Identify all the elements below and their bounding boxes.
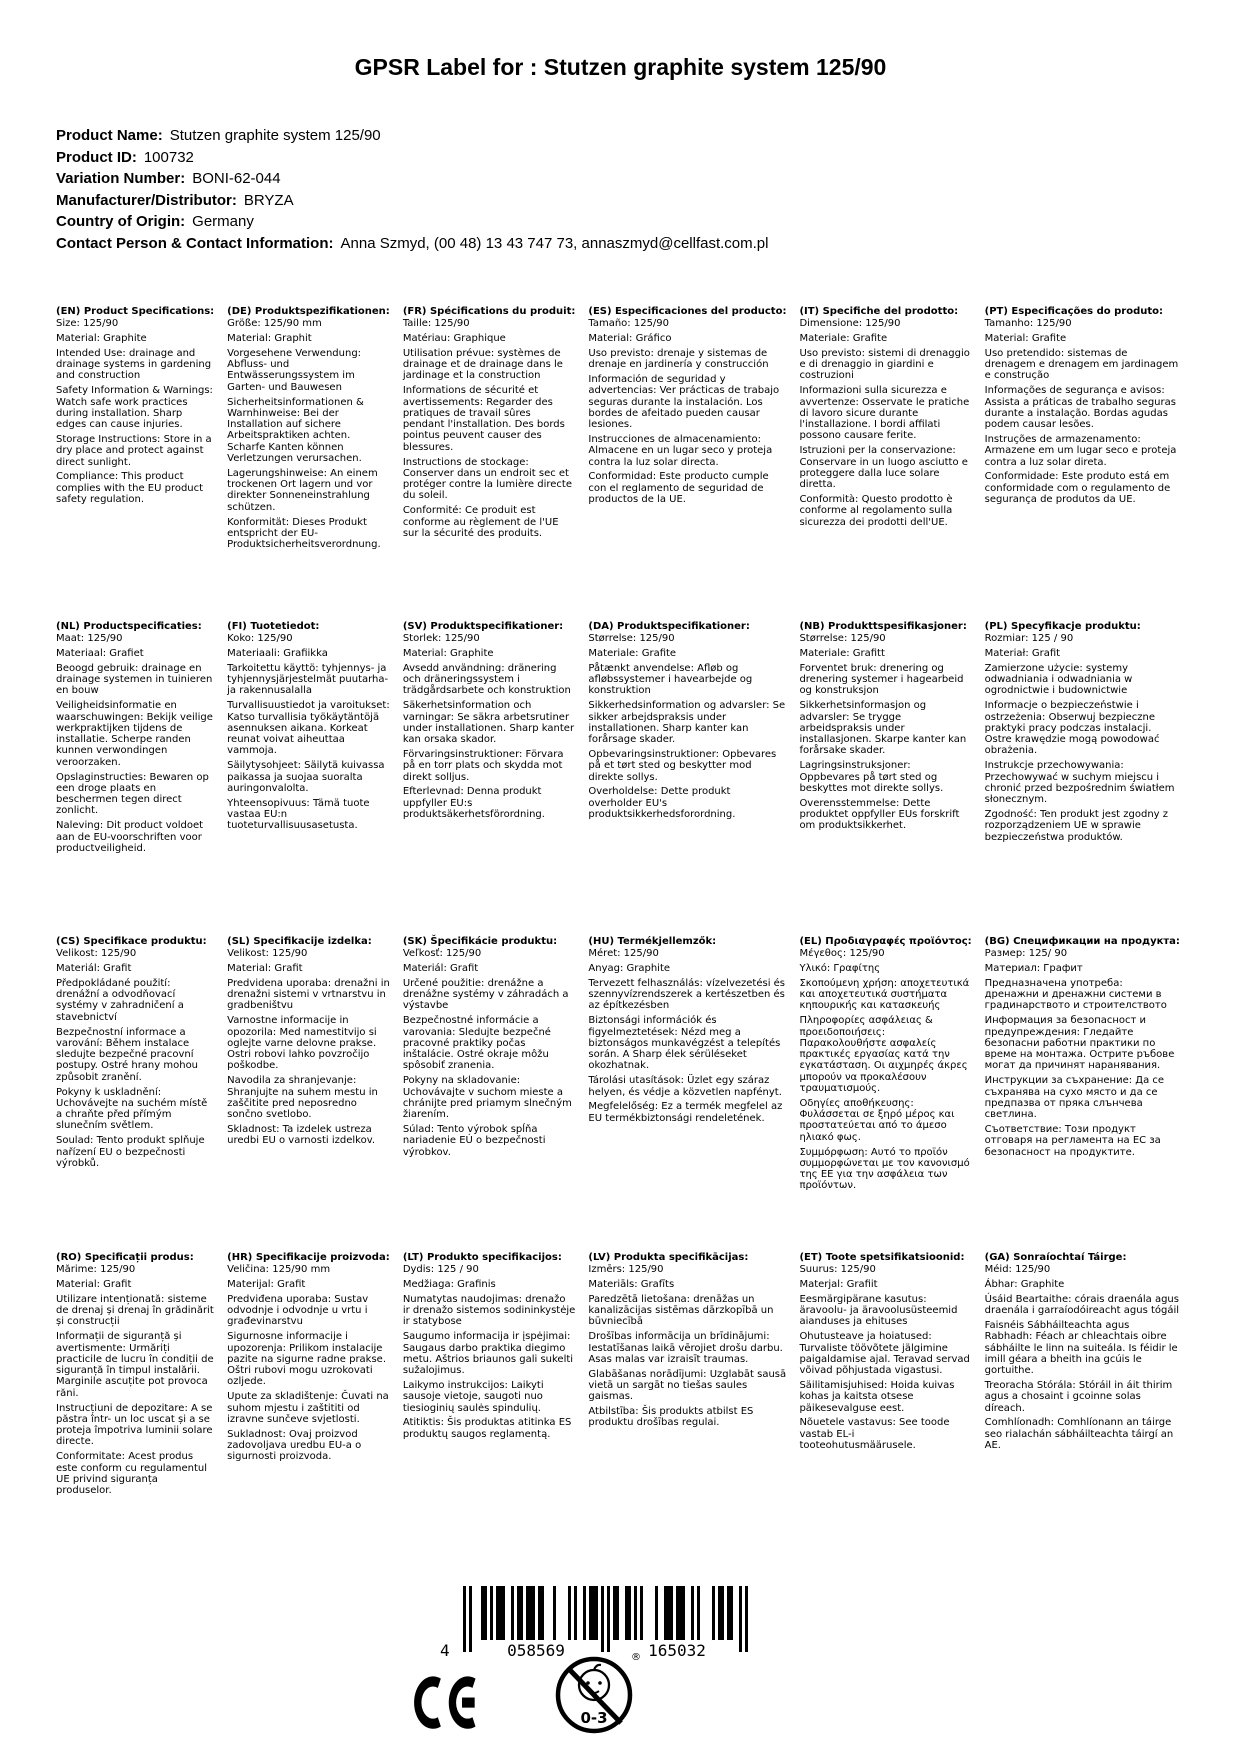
language-spec-block	[985, 936, 1180, 1252]
spec-paragraph: Material: Graphit	[227, 333, 312, 345]
ce-mark-icon	[406, 1675, 482, 1736]
spec-paragraph: Предназначена употреба: дренажни и дренажни системи в градинарството и строителството	[984, 977, 1167, 1012]
spec-paragraph: Instrucțiuni de depozitare: A se păstra într- un loc uscat și a se proteja împotriva luminii solare directe.	[56, 1402, 213, 1448]
language-spec-header: (DE) Produktspezifikationen:	[227, 306, 390, 317]
spec-paragraph: Faisnéis Sábháilteachta agus Rabhadh: Féach ar chleachtais oibre sábháilte le linn na suiteála. Is féidir le imill géara a bheith ina gcúis le gortuithe.	[984, 1319, 1178, 1377]
spec-paragraph: Материал: Графит	[984, 963, 1083, 975]
product-info-label: Product Name:	[56, 127, 163, 144]
spec-paragraph: Conformitate: Acest produs este conform cu regulamentul UE privind siguranța produselor.	[56, 1451, 207, 1497]
language-spec-block	[403, 621, 576, 936]
language-spec-paragraphs	[588, 948, 786, 1124]
spec-paragraph: Οδηγίες αποθήκευσης: Φυλάσσεται σε ξηρό μέρος και προστατεύεται από το άμεσο ηλιακό φως.	[799, 1097, 955, 1143]
spec-paragraph: Størrelse: 125/90	[588, 633, 675, 645]
language-spec-header: (SV) Produktspecifikationer:	[402, 621, 564, 632]
spec-paragraph: Méret: 125/90	[588, 948, 659, 960]
language-spec-paragraphs	[403, 633, 576, 820]
spec-paragraph: Dydis: 125 / 90	[402, 1264, 479, 1276]
spec-paragraph: Ohutusteave ja hoiatused: Turvaliste töövõtete jälgimine paigaldamise ajal. Teravad servad võivad põhjustada vigastusi.	[799, 1331, 970, 1377]
spec-paragraph: Rozmiar: 125 / 90	[984, 633, 1074, 645]
page-title: GPSR Label for : Stutzen graphite system 125/90	[354, 54, 887, 80]
language-spec-block	[403, 1252, 576, 1496]
spec-paragraph: Naleving: Dit product voldoet aan de EU-voorschriften voor productveiligheid.	[56, 820, 204, 854]
spec-paragraph: Laikymo instrukcijos: Laikyti sausoje vietoje, saugoti nuo tiesioginių saulės spindulių.	[402, 1379, 544, 1414]
language-spec-block	[799, 621, 971, 936]
spec-paragraph: Předpokládané použití: drenážní a odvodňovací systémy v zahradničení a stavebnictví	[56, 977, 184, 1023]
product-info-row	[56, 125, 1241, 147]
spec-paragraph: Materjal: Grafiit	[799, 1279, 878, 1291]
spec-paragraph: Conformité: Ce produit est conforme au règlement de l'UE sur la sécurité des produits.	[402, 505, 559, 539]
spec-paragraph: Compliance: This product complies with the EU product safety regulation.	[56, 471, 204, 505]
spec-paragraph: Velikost: 125/90	[227, 948, 308, 960]
language-spec-header: (ES) Especificaciones del producto:	[588, 306, 787, 317]
spec-paragraph: Treoracha Stórála: Stóráil in áit thirim agus a chosaint i gcoinne solas díreach.	[984, 1379, 1173, 1414]
spec-paragraph: Overholdelse: Dette produkt overholder EU's produktsikkerhedsforordning.	[588, 786, 736, 820]
spec-paragraph: Instrukcje przechowywania: Przechowywać w suchym miejscu i chronić przed bezpośrednim światłem słonecznym.	[984, 760, 1175, 806]
spec-paragraph: Izmērs: 125/90	[588, 1264, 664, 1276]
spec-paragraph: Utilizare intenționată: sisteme de drenaj și drenaj în grădinărit și construcții	[56, 1293, 214, 1328]
spec-paragraph: Soulad: Tento produkt splňuje nařízení EU o bezpečnosti výrobků.	[56, 1135, 205, 1169]
spec-paragraph: Materiál: Grafit	[402, 963, 479, 975]
spec-paragraph: Instructions de stockage: Conserver dans un endroit sec et protéger contre la lumière directe du soleil.	[402, 456, 572, 502]
product-info-value: BRYZA	[243, 191, 294, 209]
spec-paragraph: Materijal: Grafit	[227, 1279, 306, 1291]
barcode-group1-digits: 058569	[507, 1641, 565, 1660]
spec-paragraph: Material: Grafit	[227, 963, 303, 975]
spec-paragraph: Sicherheitsinformationen & Warnhinweise: Bei der Installation auf sichere Arbeitspraktiken achten. Scharfe Kanten können Verletzungen verursachen.	[227, 396, 364, 465]
language-spec-paragraphs	[985, 1264, 1180, 1451]
spec-paragraph: Bezpečnostní informace a varování: Během instalace sledujte bezpečné pracovní postupy. Ostré hrany mohou způsobit zranění.	[56, 1026, 199, 1083]
language-grid	[56, 306, 1180, 1497]
spec-paragraph: Intended Use: drainage and drainage systems in gardening and construction	[56, 347, 212, 382]
spec-paragraph: Navodila za shranjevanje: Shranjujte na suhem mestu in zaščitite pred neposredno sončno svetlobo.	[227, 1075, 378, 1121]
product-info-value: BONI-62-044	[192, 170, 281, 187]
language-spec-header: (PT) Especificações do produto:	[984, 306, 1163, 317]
spec-paragraph: Tervezett felhasználás: vízelvezetési és szennyvízrendszerek a kertészetben és az építkezésben	[588, 977, 786, 1012]
spec-paragraph: Πληροφορίες ασφάλειας & προειδοποιήσεις: Παρακολουθήστε ασφαλείς πρακτικές εργασίας κατά την εγκατάσταση. Οι αιχμηρές άκρες μπορούν να προκαλέσουν τραυματισμούς.	[799, 1015, 968, 1095]
spec-paragraph: Taille: 125/90	[402, 318, 470, 330]
language-spec-header: (NB) Produkttspesifikasjoner:	[799, 621, 967, 632]
language-spec-header: (LT) Produkto specifikacijos:	[402, 1252, 562, 1263]
spec-paragraph: Materiaali: Grafiikka	[227, 648, 328, 660]
spec-paragraph: Σκοπούμενη χρήση: αποχετευτικά και αποχετευτικά συστήματα κηπουρικής και κατασκευής	[799, 977, 970, 1012]
spec-paragraph: Material: Graphite	[56, 333, 147, 345]
product-info-label: Contact Person & Contact Information:	[56, 234, 334, 252]
age-range-label: 0-3	[580, 1709, 608, 1727]
language-spec-paragraphs	[403, 1264, 576, 1440]
language-spec-block	[588, 1252, 786, 1496]
spec-paragraph: Určené použitie: drenážne a drenážne systémy v záhradách a výstavbe	[402, 977, 569, 1012]
product-info-label: Country of Origin:	[56, 213, 186, 230]
spec-paragraph: Veiligheidsinformatie en waarschuwingen: Bekijk veilige werkpraktijken tijdens de installatie. Scherpe randen kunnen verwondingen veroorzaken.	[56, 700, 213, 768]
language-spec-header: (HR) Specifikacije proizvoda:	[227, 1252, 390, 1263]
spec-paragraph: Uso previsto: drenaje y sistemas de drenaje en jardinería y construcción	[588, 347, 769, 371]
product-info-row	[56, 190, 1241, 212]
spec-paragraph: Megfelelőség: Ez a termék megfelel az EU termékbiztonsági rendeletének.	[588, 1101, 783, 1124]
spec-paragraph: Material: Grafit	[56, 1279, 132, 1291]
language-spec-header: (FI) Tuotetiedot:	[227, 621, 320, 632]
spec-paragraph: Maat: 125/90	[56, 633, 123, 645]
spec-paragraph: Conformidad: Este producto cumple con el reglamento de seguridad de productos de la UE.	[588, 471, 769, 505]
language-spec-block	[227, 936, 390, 1252]
spec-paragraph: Upute za skladištenje: Čuvati na suhom mjestu i zaštititi od izravne sunčeve svjetlosti.	[227, 1391, 389, 1425]
language-spec-block	[56, 621, 214, 936]
spec-paragraph: Pokyny k uskladnění: Uchovávejte na suchém místě a chraňte před přímým slunečním světlem.	[56, 1086, 208, 1132]
product-info	[56, 125, 1241, 254]
spec-paragraph: Informações de segurança e avisos: Assista a práticas de trabalho seguras durante a instalação. Bordas agudas podem causar lesões.	[984, 385, 1176, 431]
spec-paragraph: Istruzioni per la conservazione: Conservare in un luogo asciutto e proteggere dalla luce solare diretta.	[799, 445, 968, 491]
spec-paragraph: Anyag: Graphite	[588, 963, 671, 975]
spec-paragraph: Materiale: Grafitt	[799, 648, 885, 660]
product-info-value: 100732	[143, 148, 194, 166]
language-spec-paragraphs	[588, 318, 786, 505]
product-info-value: Germany	[192, 213, 254, 230]
language-spec-paragraphs	[799, 318, 971, 528]
language-spec-header: (NL) Productspecificaties:	[56, 621, 202, 632]
spec-paragraph: Μέγεθος: 125/90	[799, 948, 885, 960]
language-spec-paragraphs	[588, 1264, 786, 1428]
language-spec-header: (PL) Specyfikacje produktu:	[984, 621, 1141, 632]
spec-paragraph: Avsedd användning: dränering och dräneringssystem i trädgårdsarbete och konstruktion	[402, 662, 571, 697]
spec-paragraph: Ábhar: Graphite	[984, 1279, 1065, 1291]
language-spec-header: (CS) Specifikace produktu:	[56, 936, 207, 947]
language-spec-block	[799, 936, 971, 1252]
language-spec-paragraphs	[227, 1264, 390, 1462]
spec-paragraph: Veľkosť: 125/90	[402, 948, 482, 960]
spec-paragraph: Conformidade: Este produto está em conformidade com o regulamento de segurança de produtos da UE.	[984, 471, 1171, 505]
spec-paragraph: Tamaño: 125/90	[588, 318, 670, 330]
spec-paragraph: Mărime: 125/90	[56, 1264, 136, 1276]
spec-paragraph: Efterlevnad: Denna produkt uppfyller EU:s produktsäkerhetsförordning.	[402, 786, 545, 820]
language-spec-paragraphs	[588, 633, 786, 820]
language-spec-block	[227, 306, 390, 621]
language-spec-paragraphs	[799, 948, 971, 1191]
language-spec-header: (DA) Produktspecifikationer:	[588, 621, 750, 632]
spec-paragraph: Eesmärgipärane kasutus: äravoolu- ja äravoolusüsteemid aianduses ja ehituses	[799, 1293, 958, 1328]
language-spec-header: (BG) Спецификации на продукта:	[984, 936, 1180, 947]
language-spec-paragraphs	[799, 1264, 971, 1451]
spec-paragraph: Materiale: Grafite	[588, 648, 677, 660]
language-spec-paragraphs	[227, 633, 390, 831]
spec-paragraph: Konformität: Dieses Produkt entspricht der EU-Produktsicherheitsverordnung.	[227, 516, 381, 551]
spec-paragraph: Beoogd gebruik: drainage en drainage systemen in tuinieren en bouw	[56, 662, 213, 697]
language-spec-paragraphs	[985, 318, 1180, 505]
spec-paragraph: Koko: 125/90	[227, 633, 293, 645]
spec-paragraph: Sikkerhedsinformation og advarsler: Se sikker arbejdspraksis under installationen. Sharp kanter kan forårsage skader.	[588, 700, 786, 746]
language-spec-block	[227, 1252, 390, 1496]
language-spec-block	[588, 936, 786, 1252]
language-spec-header: (ET) Toote spetsifikatsioonid:	[799, 1252, 965, 1263]
spec-paragraph: Safety Information & Warnings: Watch safe work practices during installation. Sharp edges can cause injuries.	[56, 385, 213, 431]
language-spec-header: (SK) Špecifikácie produktu:	[402, 936, 558, 947]
spec-paragraph: Υλικό: Γραφίτης	[799, 963, 881, 975]
spec-paragraph: Atbilstība: Šis produkts atbilst ES produktu drošības regulai.	[588, 1406, 754, 1429]
language-spec-block	[985, 306, 1180, 621]
spec-paragraph: Materiāls: Grafīts	[588, 1279, 675, 1291]
spec-paragraph: Sukladnost: Ovaj proizvod zadovoljava uredbu EU-a o sigurnosti proizvoda.	[227, 1428, 362, 1463]
spec-paragraph: Съответствие: Този продукт отговаря на регламента на ЕС за безопасност на продуктите.	[984, 1123, 1161, 1158]
product-info-row	[56, 211, 1241, 233]
product-info-row	[56, 168, 1241, 190]
language-spec-block	[985, 621, 1180, 936]
language-spec-block	[588, 621, 786, 936]
spec-paragraph: Numatytas naudojimas: drenažo ir drenažo sistemos sodininkystėje ir statybose	[402, 1293, 576, 1328]
spec-paragraph: Påtænkt anvendelse: Afløb og afløbssystemer i havearbejde og konstruktion	[588, 662, 753, 697]
product-info-label: Variation Number:	[56, 170, 186, 187]
barcode-group2-digits: 165032	[648, 1641, 706, 1660]
language-spec-header: (LV) Produkta specifikācijas:	[588, 1252, 749, 1263]
spec-paragraph: Instruções de armazenamento: Armazene em um lugar seco e proteja contra a luz solar direta.	[984, 433, 1177, 468]
spec-paragraph: Saugumo informacija ir įspėjimai: Saugaus darbo praktika diegimo metu. Aštrios briaunos gali sukelti sužalojimus.	[402, 1331, 574, 1377]
product-info-value: Stutzen graphite system 125/90	[169, 127, 381, 144]
spec-paragraph: Opbevaringsinstruktioner: Opbevares på et tørt sted og beskytter mod direkte sollys.	[588, 748, 777, 783]
spec-paragraph: Size: 125/90	[56, 318, 119, 330]
spec-paragraph: Størrelse: 125/90	[799, 633, 886, 645]
spec-paragraph: Méid: 125/90	[984, 1264, 1051, 1276]
language-spec-header: (EN) Product Specifications:	[56, 306, 215, 317]
spec-paragraph: Informazioni sulla sicurezza e avvertenze: Osservate le pratiche di lavoro sicure durante l'installazione. I bordi affilati possono causare ferite.	[799, 385, 970, 442]
spec-paragraph: Utilisation prévue: systèmes de drainage et de drainage dans le jardinage et la construction	[402, 347, 563, 382]
language-spec-paragraphs	[985, 633, 1180, 843]
product-info-label: Product ID:	[56, 148, 137, 166]
spec-paragraph: Informations de sécurité et avertissements: Regarder des pratiques de travail sûres pendant l'installation. Des bords pointus peuvent causer des blessures.	[402, 385, 565, 453]
spec-paragraph: Forventet bruk: drenering og drenering systemer i hagearbeid og konstruksjon	[799, 662, 964, 697]
spec-paragraph: Overensstemmelse: Dette produktet oppfyller EUs forskrift om produktsikkerhet.	[799, 797, 960, 832]
language-spec-paragraphs	[227, 318, 390, 550]
spec-paragraph: Información de seguridad y advertencias: Ver prácticas de trabajo seguras durante la instalación. Los bordes de afeitado pueden causar lesiones.	[588, 373, 780, 431]
language-spec-paragraphs	[56, 1264, 214, 1496]
language-spec-header: (HU) Termékjellemzők:	[588, 936, 717, 947]
spec-paragraph: Drošības informācija un brīdinājumi: Iestatīšanas laikā vērojiet drošu darbu. Asas malas var izraisīt traumas.	[588, 1331, 783, 1365]
language-spec-block	[403, 306, 576, 621]
language-spec-paragraphs	[985, 948, 1180, 1158]
language-spec-block	[403, 936, 576, 1252]
spec-paragraph: Förvaringsinstruktioner: Förvara på en torr plats och skydda mot direkt solljus.	[402, 748, 564, 783]
spec-paragraph: Varnostne informacije in opozorila: Med namestitvijo si oglejte varne delovne prakse. Ostri robovi lahko povzročijo poškodbe.	[227, 1015, 377, 1072]
language-spec-header: (RO) Specificații produs:	[56, 1252, 194, 1263]
spec-paragraph: Paredzētā lietošana: drenāžas un kanalizācijas sistēmas dārzkopībā un būvniecībā	[588, 1293, 774, 1328]
barcode-prefix-digit: 4	[440, 1641, 450, 1660]
language-spec-block	[56, 306, 214, 621]
language-spec-block	[56, 1252, 214, 1496]
spec-paragraph: Informații de siguranță și avertismente: Urmăriți practicile de lucru în condiții de siguranță în timpul instalării. Marginile ascuțite pot provoca răni.	[56, 1331, 214, 1399]
spec-paragraph: Συμμόρφωση: Αυτό το προϊόν συμμορφώνεται με τον κανονισμό της ΕΕ για την ασφάλεια των προϊόντων.	[799, 1146, 970, 1192]
language-spec-paragraphs	[56, 318, 214, 505]
language-spec-block	[799, 1252, 971, 1496]
spec-paragraph: Medžiaga: Grafinis	[402, 1279, 496, 1291]
spec-paragraph: Zgodność: Ten produkt jest zgodny z rozporządzeniem UE w sprawie bezpieczeństwa produktów.	[984, 808, 1169, 843]
spec-paragraph: Comhlíonadh: Comhlíonann an táirge seo rialachán sábháilteachta táirgí an AE.	[984, 1417, 1174, 1451]
spec-paragraph: Размер: 125/ 90	[984, 948, 1068, 960]
spec-paragraph: Storage Instructions: Store in a dry place and protect against direct sunlight.	[56, 433, 212, 468]
language-spec-block	[227, 621, 390, 936]
spec-paragraph: Tarkoitettu käyttö: tyhjennys- ja tyhjennysjärjestelmät puutarha- ja rakennusalalla	[227, 662, 389, 697]
spec-paragraph: Materiał: Grafit	[984, 648, 1061, 660]
spec-paragraph: Lagerungshinweise: An einem trockenen Ort lagern und vor direkter Sonneneinstrahlung schützen.	[227, 467, 378, 513]
spec-paragraph: Predviđena uporaba: Sustav odvodnje i odvodnje u vrtu i građevinarstvu	[227, 1293, 369, 1328]
language-spec-block	[799, 306, 971, 621]
spec-paragraph: Opslaginstructies: Bewaren op een droge plaats en beschermen tegen direct zonlicht.	[56, 771, 209, 817]
spec-paragraph: Atitiktis: Šis produktas atitinka ES produktų saugos reglamentą.	[402, 1417, 572, 1440]
spec-paragraph: Pokyny na skladovanie: Uchovávajte v suchom mieste a chránijte pred priamym slnečným žiarením.	[402, 1075, 572, 1121]
spec-paragraph: Materiaal: Grafiet	[56, 648, 144, 660]
spec-paragraph: Sigurnosne informacije i upozorenja: Prilikom instalacije pazite na sigurne radne prakse. Oštri rubovi mogu uzrokovati ozljede.	[227, 1331, 387, 1388]
spec-paragraph: Material: Graphite	[402, 648, 494, 660]
language-spec-header: (SL) Specifikacije izdelka:	[227, 936, 372, 947]
language-spec-header: (FR) Spécifications du produit:	[402, 306, 576, 317]
language-spec-paragraphs	[403, 318, 576, 539]
language-spec-header: (EL) Προδιαγραφές προϊόντος:	[799, 936, 972, 947]
language-spec-paragraphs	[56, 633, 214, 854]
spec-paragraph: Uso pretendido: sistemas de drenagem e drenagem em jardinagem e construção	[984, 347, 1179, 382]
spec-paragraph: Materiale: Grafite	[799, 333, 888, 345]
registered-trademark-symbol: ®	[631, 1652, 641, 1663]
spec-paragraph: Bezpečnostné informácie a varovania: Sledujte bezpečné pracovné praktiky počas inštalácie. Ostré okraje môžu spôsobiť zranenia.	[402, 1015, 551, 1072]
spec-paragraph: Materiál: Grafit	[56, 963, 132, 975]
language-spec-block	[985, 1252, 1180, 1496]
spec-paragraph: Информация за безопасност и предупреждения: Гледайте безопасни работни практики по време на монтажа. Острите ръбове могат да причинят наранявания.	[984, 1015, 1175, 1072]
spec-paragraph: Säilytysohjeet: Säilytä kuivassa paikassa ja suojaa suoralta auringonvalolta.	[227, 760, 385, 794]
spec-paragraph: Sikkerhetsinformasjon og advarsler: Se trygge arbeidspraksis under installasjonen. Skarpe kanter kan forårsake skader.	[799, 700, 967, 757]
spec-paragraph: Uso previsto: sistemi di drenaggio e di drenaggio in giardini e costruzioni	[799, 347, 970, 382]
age-warning-0-3-icon	[552, 1647, 644, 1745]
spec-paragraph: Informacje o bezpieczeństwie i ostrzeżenia: Obserwuj bezpieczne praktyki pracy podczas instalacji. Ostre krawędzie mogą powodować obrażenia.	[984, 700, 1160, 757]
spec-paragraph: Инструкции за съхранение: Да се съхранява на сухо място и да се предпазва от пряка слънчева светлина.	[984, 1075, 1165, 1121]
spec-paragraph: Predvidena uporaba: drenažni in drenažni sistemi v vrtnarstvu in gradbeništvu	[227, 977, 390, 1012]
language-spec-header: (GA) Sonraíochtaí Táirge:	[984, 1252, 1127, 1263]
spec-paragraph: Material: Grafite	[984, 333, 1067, 345]
product-info-row	[56, 147, 1241, 169]
spec-paragraph: Säilitamisjuhised: Hoida kuivas kohas ja kaitsta otsese päikesevalguse eest.	[799, 1379, 955, 1414]
language-spec-header: (IT) Specifiche del prodotto:	[799, 306, 959, 317]
spec-paragraph: Vorgesehene Verwendung: Abfluss- und Entwässerungssystem im Garten- und Bauwesen	[227, 347, 362, 393]
spec-paragraph: Zamierzone użycie: systemy odwadniania i odwadniania w ogrodnictwie i budownictwie	[984, 662, 1133, 697]
spec-paragraph: Matériau: Graphique	[402, 333, 506, 345]
spec-paragraph: Größe: 125/90 mm	[227, 318, 322, 330]
spec-paragraph: Suurus: 125/90	[799, 1264, 876, 1276]
spec-paragraph: Skladnost: Ta izdelek ustreza uredbi EU o varnosti izdelkov.	[227, 1123, 376, 1147]
spec-paragraph: Tárolási utasítások: Üzlet egy száraz helyen, és védje a közvetlen napfényt.	[588, 1075, 782, 1098]
language-spec-block	[56, 936, 214, 1252]
spec-paragraph: Glabāšanas norādījumi: Uzglabāt sausā vietā un sargāt no tiešas saules gaismas.	[588, 1368, 787, 1403]
language-spec-paragraphs	[403, 948, 576, 1158]
spec-paragraph: Conformità: Questo prodotto è conforme al regolamento sulla sicurezza dei prodotti dell'UE.	[799, 493, 953, 528]
spec-paragraph: Biztonsági információk és figyelmeztetések: Nézd meg a biztonságos munkavégzést a telepítés során. A Sharp élek sérüléseket okozhatnak.	[588, 1015, 781, 1072]
product-info-row	[56, 233, 1241, 255]
spec-paragraph: Yhteensopivuus: Tämä tuote vastaa EU:n tuoteturvallisuusasetusta.	[227, 797, 370, 832]
spec-paragraph: Material: Gráfico	[588, 333, 672, 345]
spec-paragraph: Instrucciones de almacenamiento: Almacene en un lugar seco y proteja contra la luz solar directa.	[588, 433, 773, 468]
language-spec-paragraphs	[227, 948, 390, 1146]
spec-paragraph: Velikost: 125/90	[56, 948, 137, 960]
spec-paragraph: Säkerhetsinformation och varningar: Se säkra arbetsrutiner under installationen. Sharp kanter kan orsaka skador.	[402, 700, 575, 746]
spec-paragraph: Turvallisuustiedot ja varoitukset: Katso turvallisia työkäytäntöjä asennuksen aikana. Korkeat reunat voivat aiheuttaa vammoja.	[227, 700, 390, 757]
spec-paragraph: Dimensione: 125/90	[799, 318, 901, 330]
product-info-label: Manufacturer/Distributor:	[56, 191, 237, 209]
language-spec-block	[588, 306, 786, 621]
product-info-value: Anna Szmyd, (00 48) 13 43 747 73, annaszmyd@cellfast.com.pl	[340, 234, 769, 252]
spec-paragraph: Veličina: 125/90 mm	[227, 1264, 331, 1276]
footer	[0, 1583, 1241, 1754]
spec-paragraph: Úsáid Beartaithe: córais draenála agus draenála i garraíodóireacht agus tógáil	[984, 1293, 1180, 1317]
language-spec-paragraphs	[56, 948, 214, 1169]
language-spec-paragraphs	[799, 633, 971, 831]
spec-paragraph: Nõuetele vastavus: See toode vastab EL-i tooteohutusmäärusele.	[799, 1417, 950, 1451]
spec-paragraph: Súlad: Tento výrobok spĺňa nariadenie EÚ o bezpečnosti výrobkov.	[402, 1123, 546, 1158]
spec-paragraph: Lagringsinstruksjoner: Oppbevares på tørt sted og beskyttes mot direkte sollys.	[799, 760, 944, 794]
spec-paragraph: Tamanho: 125/90	[984, 318, 1072, 330]
spec-paragraph: Storlek: 125/90	[402, 633, 480, 645]
